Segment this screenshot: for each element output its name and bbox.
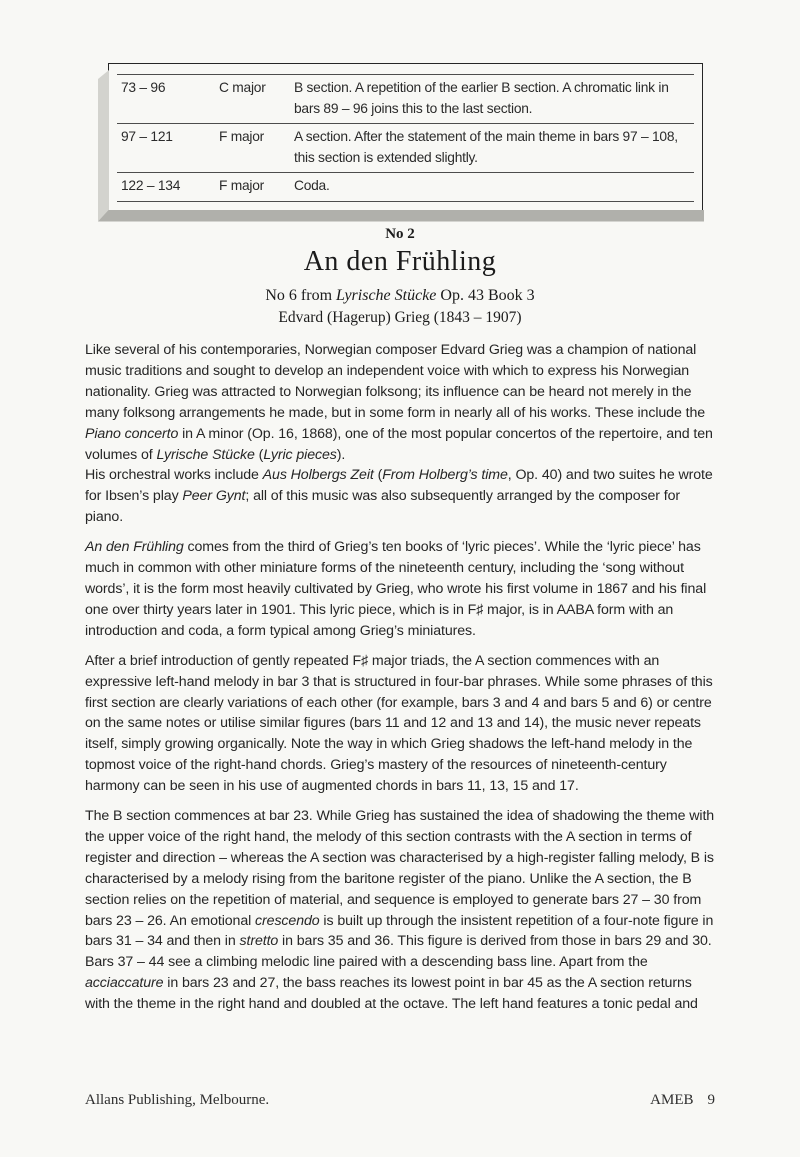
footer-publisher: Allans Publishing, Melbourne. (85, 1092, 270, 1108)
piece-subtitle: No 6 from Lyrische Stücke Op. 43 Book 3 (265, 287, 535, 304)
table-row (109, 124, 702, 172)
description-cell: Coda. (294, 178, 330, 193)
footer-page-number: 9 (707, 1092, 715, 1108)
bars-cell: 122 – 134 (121, 178, 181, 193)
body-paragraph-4: The B section commences at bar 23. While Grieg has sustained the idea of shadowing the theme with the upper voice of the right hand, the melody of this section contrasts with the A section in terms of register and direction – whereas the A section was characterised by a high-register falling melody, B is characterised by a melody rising from the baritone register of the piano. Unlike the A section, the B section relies on the repetition of material, and sequence is employed to generate bars 27 – 30 from bars 23 – 26. An emotional crescendo is built up through the insistent repetition of a four-note figure in bars 31 – 34 and then in stretto in bars 35 and 36. This figure is derived from those in bars 29 and 30. Bars 37 – 44 see a climbing melodic line paired with a descending bass line. Apart from the acciaccature in bars 23 and 27, the bass reaches its lowest point in bar 45 as the A section returns with the theme in the right hand and doubled at the octave. The left hand features a tonic pedal and (85, 808, 715, 1013)
bars-cell: 97 – 121 (121, 129, 173, 144)
key-cell: F major (219, 178, 265, 193)
footer-imprint: AMEB (650, 1092, 694, 1108)
body-paragraph-1: Like several of his contemporaries, Norwegian composer Edvard Grieg was a champion of national music traditions and sought to develop an independent voice with which to express his Norwegian nationality. Grieg was attracted to Norwegian folksong; its influence can be heard not merely in the many folksong arrangements he made, but in some form in nearly all of his works. These include the Piano concerto in A minor (Op. 16, 1868), one of the most popular concertos of the repertoire, and ten volumes of Lyrische Stücke (Lyric pieces). His orchestral works include Aus Holbergs Zeit (From Holberg’s time, Op. 40) and two suites he wrote for Ibsen’s play Peer Gynt; all of this music was also subsequently arranged by the composer for piano. (85, 342, 713, 526)
body-paragraph-3: After a brief introduction of gently repeated F♯ major triads, the A section commences with an expressive left-hand melody in bar 3 that is structured in four-bar phrases. While some phrases of this first section are clearly variations of each other (for example, bars 3 and 4 and bars 5 and 6) or centre on the same notes or utilise similar figures (bars 11 and 12 and 13 and 14), the music never repeats itself, simply growing organically. Note the way in which Grieg shadows the left-hand melody in the topmost voice of the right-hand chords. Grieg’s mastery of the resources of nineteenth-century harmony can be seen in his use of augmented chords in bars 11, 13, 15 and 17. (85, 652, 713, 795)
table-row (109, 75, 702, 123)
page-title: An den Frühling (303, 246, 497, 277)
composer-line: Edvard (Hagerup) Grieg (1843 – 1907) (278, 309, 522, 326)
bars-cell: 73 – 96 (121, 80, 166, 95)
description-cell: B section. A repetition of the earlier B section. A chromatic link in bars 89 – 96 joins this to the last section. (294, 80, 669, 116)
piece-number: No 2 (385, 226, 415, 242)
page-footer (85, 1092, 715, 1109)
piece-heading (85, 226, 715, 327)
description-cell: A section. After the statement of the main theme in bars 97 – 108, this section is extended slightly. (294, 129, 678, 165)
body-paragraph-2: An den Frühling comes from the third of Grieg’s ten books of ‘lyric pieces’. While the ‘lyric piece’ has much in common with other miniature forms of the nineteenth century, including the ‘song without words’, it is the form most heavily cultivated by Grieg, who wrote his first volume in 1867 and his final one over thirty years later in 1901. This lyric piece, which is in F♯ major, is in AABA form with an introduction and coda, a form typical among Grieg’s miniatures. (85, 539, 707, 639)
key-cell: C major (219, 80, 266, 95)
bar-analysis-table (108, 63, 703, 211)
table-rule (117, 201, 694, 202)
table-row (109, 173, 702, 201)
key-cell: F major (219, 129, 265, 144)
footer-right (650, 1092, 715, 1109)
body-text (85, 340, 719, 1024)
